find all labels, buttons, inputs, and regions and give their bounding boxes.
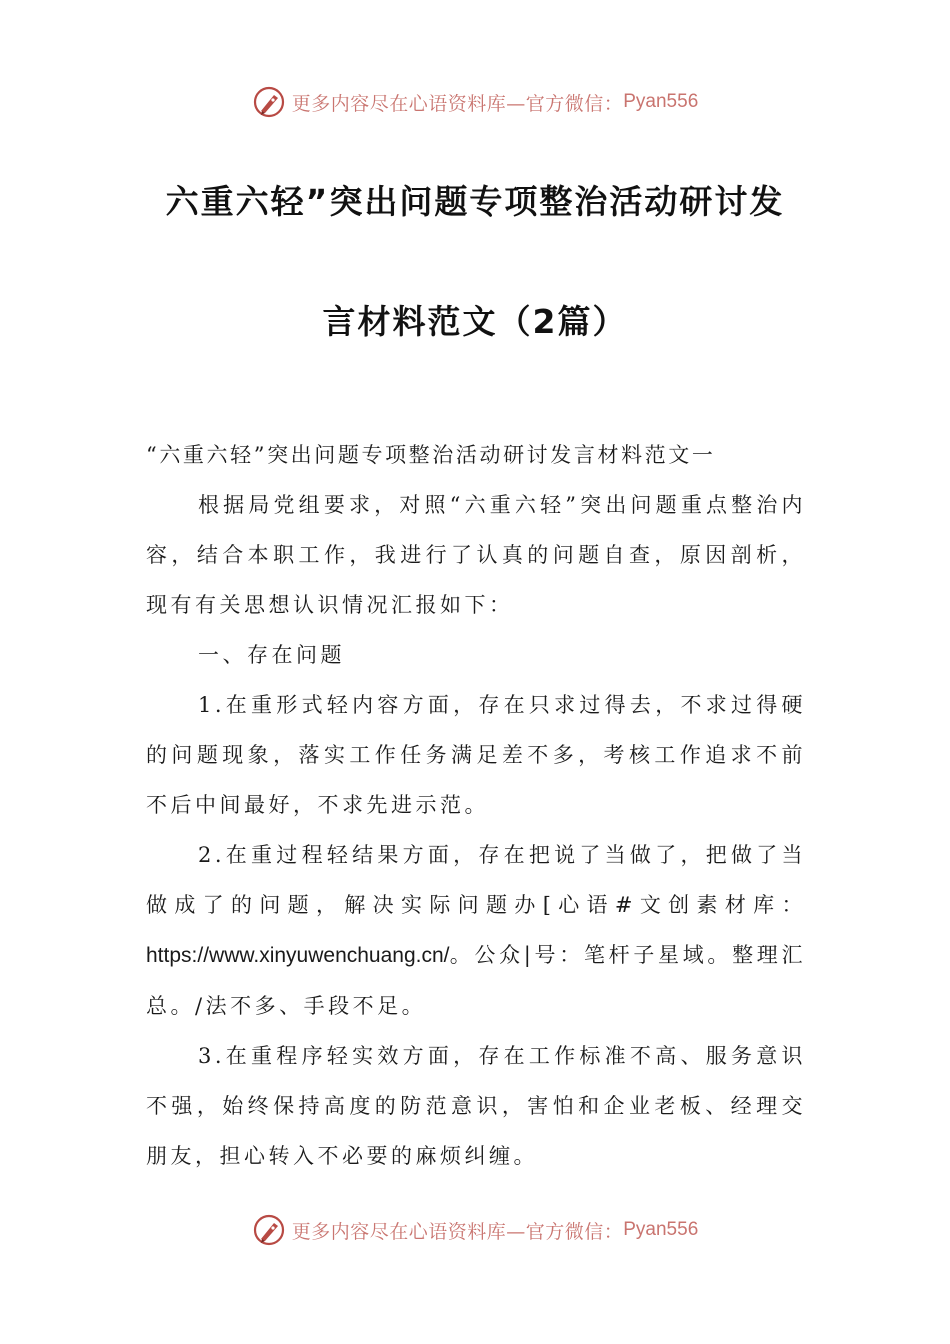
watermark-text: 更多内容尽在心语资料库—官方微信： — [291, 1220, 624, 1243]
pen-nib-logo-icon — [252, 1213, 286, 1247]
bottom-watermark-banner — [0, 1210, 950, 1250]
problem-item-2-text-a: 2.在重过程轻结果方面，存在把说了当做了，把做了当做成了的问题，解决实际问题办[心语#文创素材库： — [146, 843, 806, 917]
top-watermark-banner — [0, 82, 950, 122]
problem-item-2-text-b: 。公众|号：笔杆子星域。整理汇总。/法不多、手段不足。 — [146, 943, 806, 1018]
problem-item-3: 3.在重程序轻实效方面，存在工作标准不高、服务意识不强，始终保持高度的防范意识，害怕和企业老板、经理交朋友，担心转入不必要的麻烦纠缠。 — [146, 1044, 806, 1168]
pen-nib-logo-icon — [252, 85, 286, 119]
article-subtitle: “六重六轻”突出问题专项整治活动研讨发言材料范文一 — [146, 443, 716, 467]
document-body — [146, 430, 806, 1181]
problem-item-1: 1.在重形式轻内容方面，存在只求过得去，不求过得硬的问题现象，落实工作任务满足差不多，考核工作追求不前不后中间最好，不求先进示范。 — [146, 693, 806, 817]
watermark-wechat-id: Pyan556 — [623, 91, 699, 112]
section-heading: 一、存在问题 — [198, 643, 345, 667]
document-title-line1: 六重六轻”突出问题专项整治活动研讨发 — [165, 182, 785, 221]
watermark-text: 更多内容尽在心语资料库—官方微信： — [291, 92, 624, 115]
watermark-wechat-id: Pyan556 — [623, 1219, 699, 1240]
intro-paragraph: 根据局党组要求，对照“六重六轻”突出问题重点整治内容，结合本职工作，我进行了认真的问题自查，原因剖析，现有有关思想认识情况汇报如下： — [146, 493, 806, 617]
document-title-line2: 言材料范文（2篇） — [322, 302, 628, 341]
source-url-link[interactable]: https://www.xinyuwenchuang.cn/ — [146, 944, 450, 967]
problem-item-2 — [146, 830, 806, 1031]
